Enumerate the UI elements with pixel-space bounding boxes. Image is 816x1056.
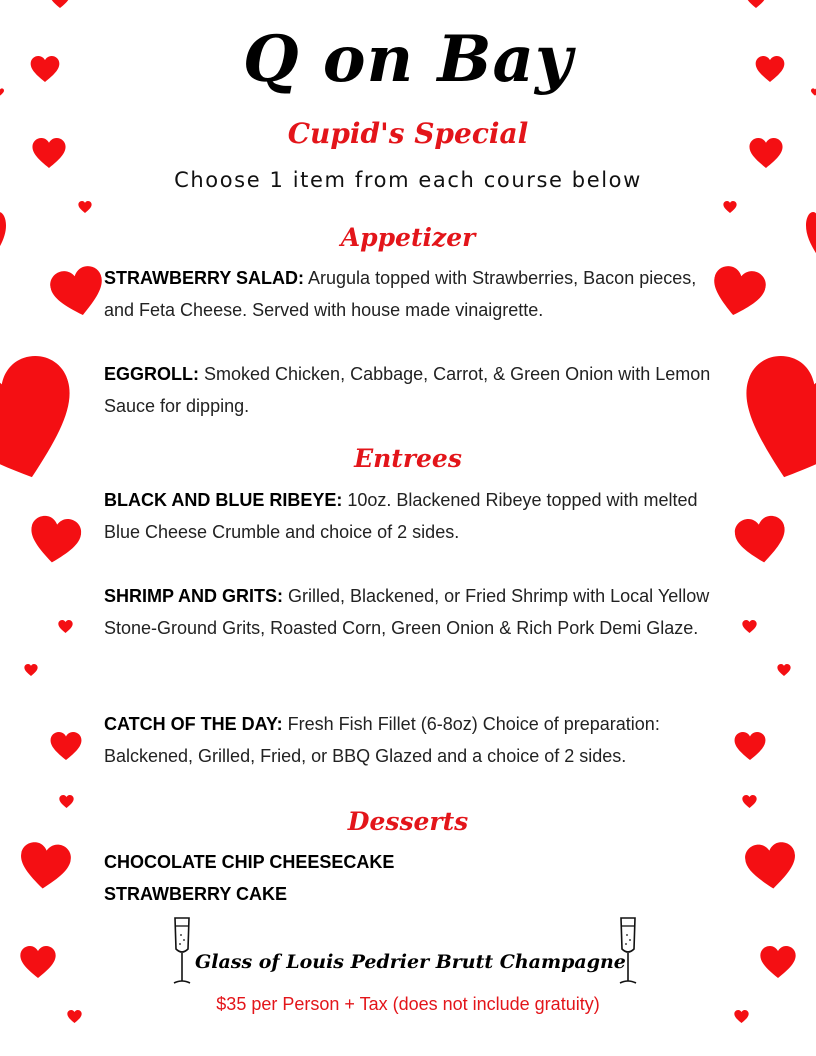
heart-icon [708, 263, 769, 321]
appetizer-heading: Appetizer [340, 223, 476, 252]
champagne-glass-icon [616, 915, 640, 987]
restaurant-title: Q on Bay [242, 22, 574, 97]
heart-icon [18, 840, 73, 893]
menu-item-description: Arugula topped with Strawberries, Bacon pieces, and Feta Cheese. Served with house made vinaigrette. [104, 268, 697, 320]
menu-item-eggroll [104, 358, 714, 422]
menu-item-name: SHRIMP AND GRITS: [104, 586, 284, 606]
heart-icon [733, 513, 789, 567]
dessert-item-chocolate-chip-cheesecake: CHOCOLATE CHIP CHEESECAKE [104, 852, 395, 872]
menu-item-description: 10oz. Blackened Ribeye topped with melted Blue Cheese Crumble and choice of 2 sides. [104, 490, 698, 542]
menu-item-description: Fresh Fish Fillet (6-8oz) Choice of preparation: Balckened, Grilled, Fried, or BBQ Glazed and a choice of 2 sides. [104, 714, 660, 766]
heart-icon [50, 732, 82, 760]
entrees-heading: Entrees [354, 444, 462, 473]
heart-icon [734, 732, 766, 760]
menu-item-name: EGGROLL: [104, 364, 199, 384]
champagne-offer: Glass of Louis Pedrier Brutt Champagne [195, 951, 626, 973]
heart-icon [0, 343, 94, 500]
menu-item-catch-of-the-day [104, 708, 714, 772]
menu-item-name: CATCH OF THE DAY: [104, 714, 283, 734]
heart-icon [78, 201, 92, 213]
heart-icon [27, 513, 83, 567]
heart-icon [723, 201, 737, 213]
heart-icon [20, 946, 56, 978]
menu-item-strawberry-salad [104, 262, 714, 326]
heart-icon [48, 263, 109, 321]
desserts-heading: Desserts [347, 807, 469, 836]
heart-icon [744, 0, 768, 8]
menu-item-description: Grilled, Blackened, or Fried Shrimp with Local Yellow Stone-Ground Grits, Roasted Corn, Green Onion & Rich Pork Demi Glaze. [104, 586, 710, 638]
heart-icon [742, 620, 757, 633]
heart-icon [48, 0, 72, 8]
dessert-item-strawberry-cake: STRAWBERRY CAKE [104, 884, 288, 904]
menu-item-black-and-blue-ribeye [104, 484, 714, 548]
heart-icon [24, 664, 38, 676]
champagne-glass-icon [170, 915, 194, 987]
heart-icon [777, 664, 791, 676]
menu-item-name: STRAWBERRY SALAD: [104, 268, 305, 288]
heart-icon [58, 620, 73, 633]
menu-item-name: BLACK AND BLUE RIBEYE: [104, 490, 343, 510]
price-note: $35 per Person + Tax (does not include gratuity) [216, 994, 600, 1014]
menu-item-description: Smoked Chicken, Cabbage, Carrot, & Green Onion with Lemon Sauce for dipping. [104, 364, 711, 416]
heart-icon [722, 343, 816, 500]
heart-icon [744, 840, 799, 893]
course-instructions: Choose 1 item from each course below [174, 168, 642, 192]
menu-item-shrimp-and-grits [104, 580, 714, 644]
heart-icon [760, 946, 796, 978]
special-title: Cupid's Special [287, 117, 529, 150]
